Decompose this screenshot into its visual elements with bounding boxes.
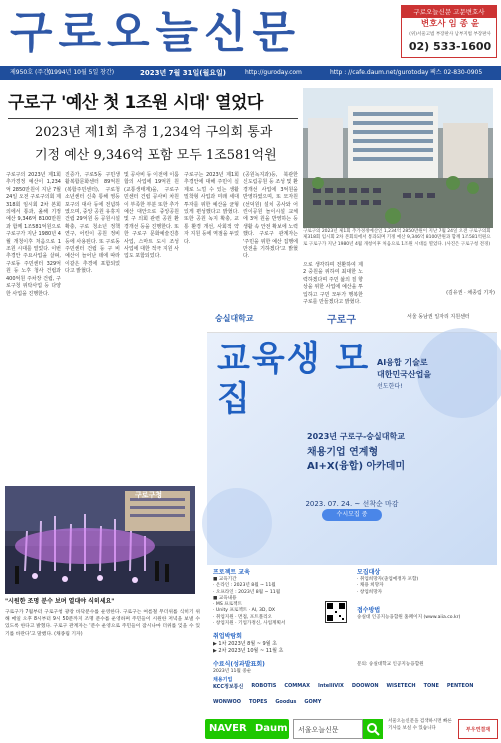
guro-logo: 구로구 bbox=[327, 315, 356, 326]
partner-logo: IntelliVIX bbox=[317, 683, 344, 689]
gurogu-office-photo bbox=[303, 88, 493, 228]
article-column-2: 진증가, 구로5동 구민생활복합문화센터 89억원(복합주민센터), 구로청소년센터 신축 통해 영등포구의 대사 등에 전념하였으며, 중앙 공원 유휴지 건립 29억원 등 공원시설 확충, 구로 청소년 정책 연구, 어린이 공원 정비 등에 사용된다. 또 구로동 주민센터 건립 등 구 비 예산이 늘어난 데에 따라 이같은 추경에 포함되었다고 밝혔다. bbox=[65, 172, 120, 275]
partner-logo: WONWOO bbox=[213, 698, 241, 705]
ad-project-item: · MS 프로젝트 bbox=[213, 602, 243, 608]
ad-section-fair: 취업박람회 bbox=[213, 633, 242, 640]
fountain-photo bbox=[5, 486, 195, 594]
lawyer-ad-header: 구로오늘신문 고문변호사 bbox=[402, 6, 496, 18]
qr-code-icon[interactable] bbox=[325, 601, 347, 623]
search-box[interactable] bbox=[293, 719, 363, 739]
ad-logo-strip bbox=[207, 305, 497, 333]
lawyer-address: (위)서울고법 부장판사 남부지법 부장판사 bbox=[409, 32, 491, 37]
ad-fair-list bbox=[213, 641, 373, 655]
partner-logo: TOPES bbox=[248, 698, 268, 705]
fountain-article-body: 구로구가 7월부터 구로구청 광장 바닥분수를 운영한다. 구로구는 여름철 무더위를 식히기 위해 매일 오후 8시부터 9시 50분까지 조명 분수를 운영하며 주민들이 시원한 저녁을 보낼 수 있도록 한다고 밝혔다. 구로구 관계자는 '분수 운영으로 주민들이 잠시나마 더위를 잊을 수 있기를 바란다'고 말했다. (채종림 기자) bbox=[5, 610, 200, 637]
ad-side-1: AI융합 기술로 bbox=[377, 358, 428, 367]
article-column-3: 및 공사비 등 이전에 이룸 합의 사업에 19억원 원(교통생태계)을, 구로구민센터 건립 공사비 차원이 부족한 부분 또한 추가 예산 대안으로 중앙공원 및 구 의회 관련 공원 환경개선 등을 진행한다. 또한 구로구 문화예술진흥 사업, 스마트 도시 조성 사업에 대한 적극 지원 사업도 포함되었다. bbox=[124, 172, 179, 260]
subheadline-1: 2023년 제1회 추경 1,234억 구의회 통과 bbox=[35, 125, 273, 140]
search-button[interactable] bbox=[363, 719, 383, 739]
headline-divider bbox=[8, 118, 298, 119]
ad-target-item: · 취업희망자(졸업예정자 포함) bbox=[357, 577, 419, 582]
ad-program-2: 채용기업 연계형 bbox=[307, 447, 379, 458]
ad-side-3: 선도한다! bbox=[377, 383, 403, 390]
ad-project-item: · 창업지원 · 기업가정신, 사업계획서 bbox=[213, 621, 286, 627]
partner-logo: PENTEON bbox=[446, 683, 474, 689]
lawyer-name: 변호사 임 종 윤 bbox=[420, 19, 480, 29]
partner-logo: COMMAX bbox=[284, 683, 310, 689]
partner-logo: KCC정보통신 bbox=[213, 684, 244, 690]
ad-target-item: · 창업희망자 bbox=[357, 589, 383, 595]
masthead bbox=[0, 0, 501, 66]
ad-deadline: 2023. 07. 24. ~ 선착순 마감 bbox=[305, 500, 399, 508]
subheadline-2: 기정 예산 9,346억 포함 모두 1조581억원 bbox=[35, 148, 277, 163]
fountain-caption: "시원한 조명 분수 보며 열대야 식히세요" bbox=[5, 598, 115, 605]
ad-project-item: · 온라인 : 2023년 8월 ~ 11월 bbox=[213, 583, 276, 589]
naver-label: NAVER bbox=[209, 723, 247, 734]
ad-graduation-text: 2023년 11월 중순 bbox=[213, 669, 252, 674]
ad-project-item: ■ 교육기간 bbox=[213, 577, 237, 582]
footer-note: 서울오늘신문을 검색하시면 빠른 기사를 보실 수 있습니다 bbox=[388, 719, 452, 731]
jobcenter-logo: 서울 동남권 일자리 지원센터 bbox=[407, 314, 470, 320]
search-text: 서울오늘신문 bbox=[298, 726, 339, 734]
academy-advertisement[interactable] bbox=[207, 305, 497, 712]
ad-apply-text: 숭실대 인공지능융합원 홈페이지 (www.aiia.co.kr) bbox=[357, 615, 461, 620]
ad-section-graduation: 수료식(성과발표회) bbox=[213, 661, 265, 668]
footer-bar bbox=[205, 715, 501, 743]
newspaper-logo[interactable]: 구로오늘신문 bbox=[10, 7, 302, 58]
ad-section-apply: 접수방법 bbox=[357, 607, 381, 614]
article-column-4: 구로구는 2023년 제1회 추경안에 대해 주민이 실제로 느낄 수 있는 생활 밀착형 사업과 미래 세대 투자를 위한 예산을 균형 있게 편성했다고 밝혔다. 또한 공원 녹지 확충, 교통 환경 개선, 사회적 약자 지원 등에 역점을 두었다. bbox=[184, 172, 239, 245]
ad-headline: 교육생 모집 bbox=[217, 339, 371, 419]
partner-logo: DOOWON bbox=[351, 683, 379, 689]
ad-side-2: 대한민국산업을 bbox=[377, 370, 432, 379]
ad-section-target: 모집대상 bbox=[357, 569, 381, 576]
partner-logo: TONE bbox=[423, 683, 439, 689]
footer-ad-label: 부우연결재 bbox=[458, 719, 498, 739]
partner-logo: WISETECH bbox=[386, 683, 416, 689]
ad-project-item: · 취업지원 · 면접, 포트폴리오 bbox=[213, 614, 273, 620]
cafe-link[interactable]: http : //cafe.daum.net/gurotoday bbox=[330, 69, 429, 76]
ad-fair-item: ▶ 1차 2023년 8월 ~ 9월 초 bbox=[213, 641, 277, 647]
issue-number: 제950호 (주간) bbox=[10, 69, 52, 76]
ad-program-1: 2023년 구로구-숭실대학교 bbox=[307, 432, 405, 441]
ad-hero bbox=[207, 333, 497, 565]
lawyer-phone: 02) 533-1600 bbox=[408, 40, 492, 53]
search-icon bbox=[363, 719, 383, 739]
building-photo-caption: 구로구의 2023년 제1회 추가경정예산인 1,234억 2850만원이 지난 7월 24일 오전 구로구의회 제318회 임시회 2차 본회의에서 통과되며 기정 예산 9,346억 8100만원과 함께 1조581억원으로 구로구가 지난 1980년 4월 개청이후 처음으로 1조원 시대를 열었다. (사진은 구로구청 전경) bbox=[303, 229, 491, 247]
fax-number: 팩스 02-830-0905 bbox=[430, 69, 483, 76]
lawyer-ad-box bbox=[401, 5, 497, 58]
ad-open-badge[interactable]: 수시모집 중 bbox=[322, 509, 382, 521]
article-byline: (김유권 · 채종림 기자) bbox=[446, 290, 495, 296]
ad-fair-item: ▶ 2차 2023년 10월 ~ 11월 초 bbox=[213, 648, 284, 654]
fountain-photo-label: 구로구청 bbox=[135, 491, 163, 499]
ad-partners-title: 채용기업 bbox=[213, 677, 233, 683]
article-column-1: 구로구의 2023년 제1회 추가경정 예산이 1,234억 2850만원이 지난 7월 24일 오전 구로구의회 제318회 임시회 2차 본회의에서 통과, 올해 기정 예산 9,346억 8100만원과 함께 1조581억원으로 구로구가 지난 1980년 4월 개청이후 처음으로 1조원 시대를 열었다. 이번 추경안 주요사업을 살펴, 구로동 주민센터 329억원 등 노후 청사 건립과 400억원 주차장 건립, 구로구청 위탁사업 등 다양한 사업을 진행한다. bbox=[6, 172, 61, 297]
ad-program-3: AI+X(융합) 아카데미 bbox=[307, 461, 406, 472]
ad-contact: 문의: 숭실대학교 인공지능융합원 bbox=[357, 662, 424, 667]
issue-date: 2023년 7월 31일(월요일) bbox=[140, 69, 226, 77]
partner-logo: ROBOTIS bbox=[251, 683, 277, 689]
website-link[interactable]: http://guroday.com bbox=[245, 69, 302, 76]
daum-label: Daum bbox=[255, 723, 288, 734]
soongsil-logo: 숭실대학교 bbox=[215, 314, 254, 323]
ad-project-item: · Unity 프로젝트 · AI, 3D, DX bbox=[213, 608, 276, 614]
ad-project-item: · 오프라인 : 2023년 8월 ~ 11월 bbox=[213, 589, 281, 595]
article-column-6: 으로 생각하며 전환하여 제2 중원을 위하여 최대한 노력하겠다며 주민 삶의 질 향상을 위한 사업에 예산을 투입하고 구민 모두가 행복한 구로를 만들겠다고 밝혔다. bbox=[303, 262, 363, 306]
partner-logo: Goodus bbox=[275, 698, 297, 705]
article-column-5: (공원녹지과)등, 북관한 신도림공원 등 조성 및 환경개선 사업에 3억원을 반영하였으며, 또 모자원(선덕원) 설치 공사와 어린이공원 놀이시설 교체에 3억 원을 반영하는 등 생활 속 안전 확보에 노력했다. 구로구 관계자는 '주민을 위한 예산 집행에 만전을 기하겠다'고 밝혔다. bbox=[243, 172, 298, 260]
ad-partners-list bbox=[213, 683, 493, 711]
established-date: (1994년 10월 5일 창간) bbox=[48, 69, 115, 76]
ad-section-project: 프로젝트 교육 bbox=[213, 569, 250, 576]
ad-target-item: · 채용 희망자 bbox=[357, 583, 384, 589]
main-headline: 구로구 '예산 첫 1조원 시대' 열었다 bbox=[8, 93, 263, 113]
ad-project-item: ■ 교육내용 bbox=[213, 595, 237, 601]
issue-info-bar bbox=[0, 66, 501, 80]
ad-target-list bbox=[357, 577, 492, 596]
naver-daum-badge[interactable] bbox=[205, 719, 289, 739]
partner-logo: GOMY bbox=[304, 698, 322, 705]
